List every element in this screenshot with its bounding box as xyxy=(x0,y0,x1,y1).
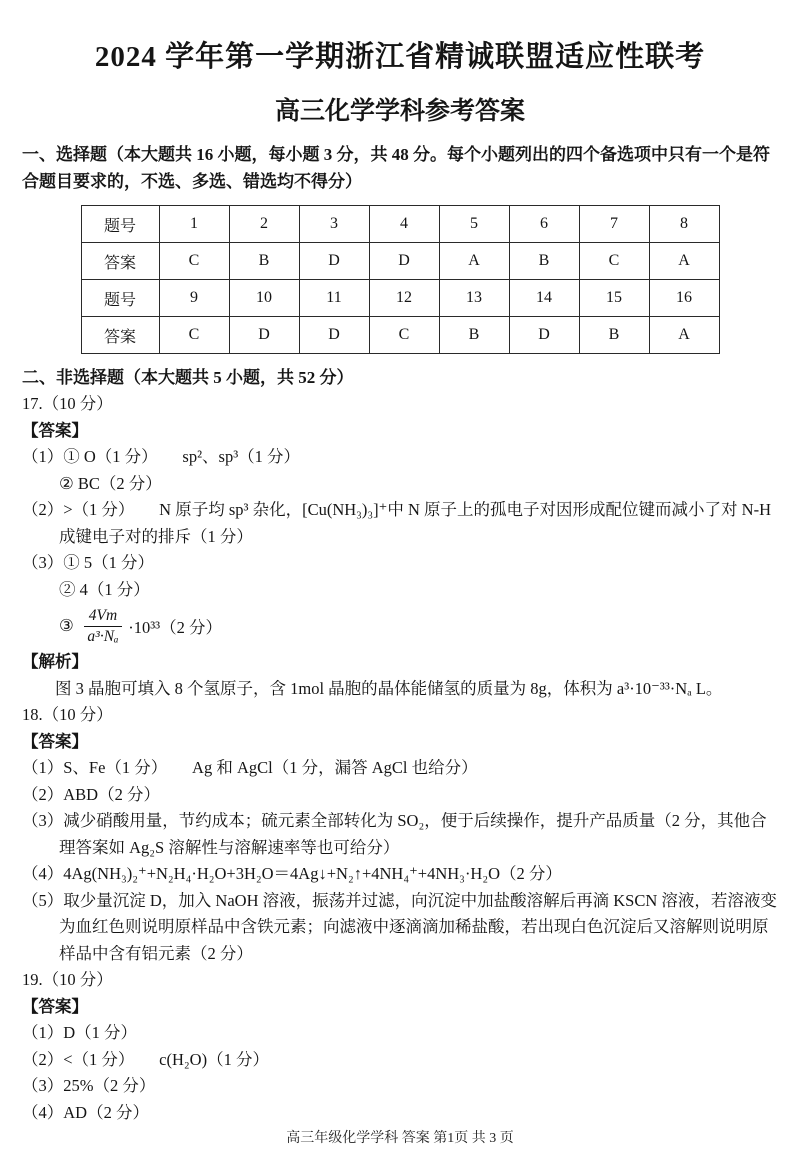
answer-cell: D xyxy=(299,243,369,280)
answer-cell: D xyxy=(229,317,299,354)
analysis-text-17: 图 3 晶胞可填入 8 个氢原子，含 1mol 晶胞的晶体能储氢的质量为 8g，体积为 a³·10⁻³³·Nₐ L。 xyxy=(55,678,723,698)
section2-heading: 二、非选择题（本大题共 5 小题，共 52 分） xyxy=(22,368,354,387)
answer-key-subtitle: 高三化学学科参考答案 xyxy=(274,98,525,125)
question-number-cell: 5 xyxy=(439,206,509,243)
row-header-cell: 答案 xyxy=(81,243,159,280)
answer-cell: D xyxy=(369,243,439,280)
answer-label: 【答案】 xyxy=(22,996,88,1016)
answer-cell: A xyxy=(649,243,719,280)
question-number-cell: 12 xyxy=(369,280,439,317)
answer-cell: D xyxy=(299,317,369,354)
question-number-cell: 10 xyxy=(229,280,299,317)
question-19-number: 19.（10 分） xyxy=(22,970,113,989)
answer-cell: A xyxy=(649,317,719,354)
question-17-number: 17.（10 分） xyxy=(22,394,113,413)
answer-line-17-3-3 xyxy=(22,603,778,649)
question-18-block xyxy=(22,702,778,967)
question-number-cell: 2 xyxy=(229,206,299,243)
row-header-cell: 题号 xyxy=(81,280,159,317)
question-number-cell: 13 xyxy=(439,280,509,317)
formula-suffix: ·10³³（2 分） xyxy=(128,618,222,637)
table-row xyxy=(81,243,719,280)
row-header-cell: 答案 xyxy=(81,317,159,354)
answer-line-17-3-1: （3）① 5（1 分） xyxy=(22,553,154,572)
answer-cell: D xyxy=(509,317,579,354)
fraction-numerator: 4Vm xyxy=(84,607,122,626)
question-number-cell: 4 xyxy=(369,206,439,243)
answer-cell: A xyxy=(439,243,509,280)
question-number-cell: 16 xyxy=(649,280,719,317)
question-number-cell: 3 xyxy=(299,206,369,243)
answer-line-19-2: （2）<（1 分） c(H₂O)（1 分） xyxy=(22,1049,269,1069)
answer-cell: C xyxy=(369,317,439,354)
question-number-cell: 14 xyxy=(509,280,579,317)
answer-label: 【答案】 xyxy=(22,731,88,751)
question-19-block xyxy=(22,967,778,1126)
table-row xyxy=(81,280,719,317)
fraction xyxy=(84,607,122,644)
fraction-denominator: a³·Nₐ xyxy=(87,627,119,645)
formula-item-marker: ③ xyxy=(59,616,74,635)
question-18-number: 18.（10 分） xyxy=(22,705,113,724)
answer-cell: C xyxy=(159,243,229,280)
choice-answer-table xyxy=(81,205,720,354)
exam-title: 2024 学年第一学期浙江省精诚联盟适应性联考 xyxy=(94,41,706,73)
answer-cell: B xyxy=(439,317,509,354)
answer-line-17-1: （1）① O（1 分） sp²、sp³（1 分） xyxy=(22,447,301,466)
answer-line-17-2: （2）>（1 分） N 原子均 sp³ 杂化，[Cu(NH₃)₃]⁺中 N 原子上的孤电子对因形成配位键而减小了对 N-H 成键电子对的排斥（1 分） xyxy=(22,500,771,546)
answer-line-18-1: （1）S、Fe（1 分） Ag 和 AgCl（1 分，漏答 AgCl 也给分） xyxy=(22,758,478,777)
answer-line-18-4: （4）4Ag(NH₃)₂⁺+N₂H₄·H₂O+3H₂O＝4Ag↓+N₂↑+4NH₄⁺+4NH₃·H₂O（2 分） xyxy=(22,864,562,883)
question-number-cell: 6 xyxy=(509,206,579,243)
answer-line-18-3: （3）减少硝酸用量，节约成本；硫元素全部转化为 SO₂，便于后续操作，提升产品质量（2 分，其他合理答案如 Ag₂S 溶解性与溶解速率等也可给分） xyxy=(22,811,767,857)
question-number-cell: 15 xyxy=(579,280,649,317)
answer-line-18-5: （5）取少量沉淀 D，加入 NaOH 溶液，振荡并过滤，向沉淀中加盐酸溶解后再滴 KSCN 溶液，若溶液变为血红色则说明原样品中含铁元素；向滤液中逐滴滴加稀盐酸，若出现白色沉淀后又溶解则说明原样品中含有铝元素（2 分） xyxy=(22,890,777,963)
table-row xyxy=(81,317,719,354)
table-row xyxy=(81,206,719,243)
page-footer: 高三年级化学学科 答案 第1页 共 3 页 xyxy=(286,1131,514,1146)
analysis-label: 【解析】 xyxy=(22,652,88,671)
answer-label: 【答案】 xyxy=(22,420,88,440)
answer-line-19-4: （4）AD（2 分） xyxy=(22,1102,149,1122)
question-number-cell: 7 xyxy=(579,206,649,243)
answer-line-19-1: （1）D（1 分） xyxy=(22,1023,138,1042)
answer-cell: C xyxy=(159,317,229,354)
answer-cell: B xyxy=(509,243,579,280)
question-number-cell: 9 xyxy=(159,280,229,317)
answer-line-17-1b: ② BC（2 分） xyxy=(59,473,162,493)
question-number-cell: 8 xyxy=(649,206,719,243)
question-17-block xyxy=(22,391,778,702)
answer-line-17-3-2: ② 4（1 分） xyxy=(59,579,150,599)
answer-cell: C xyxy=(579,243,649,280)
question-number-cell: 1 xyxy=(159,206,229,243)
answer-line-18-2: （2）ABD（2 分） xyxy=(22,784,160,804)
answer-line-19-3: （3）25%（2 分） xyxy=(22,1076,156,1095)
answer-cell: B xyxy=(229,243,299,280)
question-number-cell: 11 xyxy=(299,280,369,317)
answer-cell: B xyxy=(579,317,649,354)
row-header-cell: 题号 xyxy=(81,206,159,243)
section1-heading: 一、选择题（本大题共 16 小题，每小题 3 分，共 48 分。每个小题列出的四个备选项中只有一个是符合题目要求的，不选、多选、错选均不得分） xyxy=(22,145,770,191)
